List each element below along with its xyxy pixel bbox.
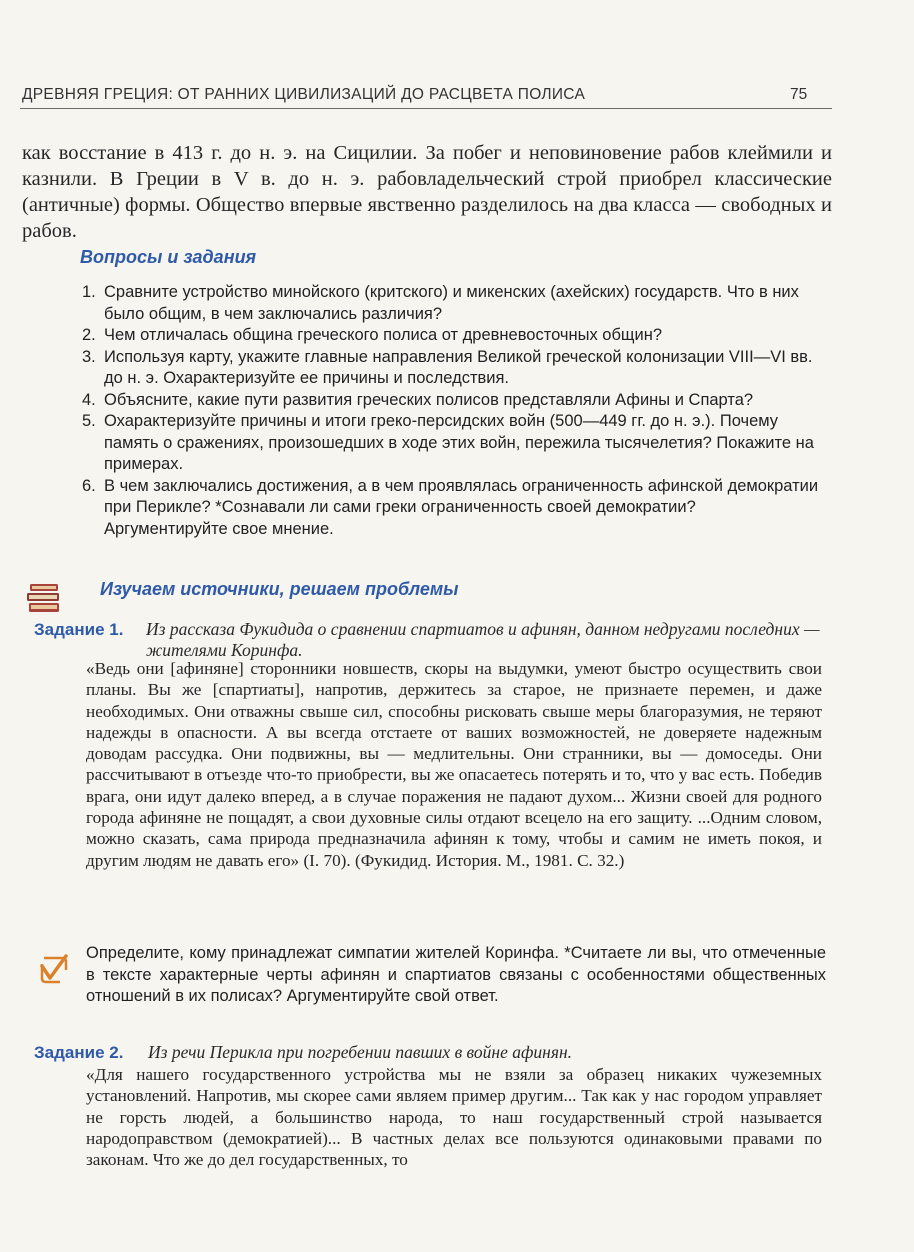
question-text: Объясните, какие пути развития греческих полисов представляли Афины и Спарта? bbox=[104, 390, 754, 409]
task-1-quote: «Ведь они [афиняне] сторонники новшеств, скоры на выдумки, умеют быстро осуществить свои планы. Вы же [спартиаты], напротив, держитесь за старое, не признаете перемен, и даже необходимых. Они отважны свыше сил, способны рисковать свыше меры благоразумия, не теряют надежды в опасности. А вы всегда отстаете от ваших возможностей, не доверяете надежным доводам рассудка. Они подвижны, вы — медлительны. Они странники, вы — домоседы. Они рассчитывают в отъезде что-то приобрести, вы же опасаетесь потерять и то, что у вас есть. Победив врага, они идут далеко вперед, а в случае поражения не падают духом... Жизни своей для родного города афиняне не пощадят, а свои духовные силы отдают всецело на его защиту. ...Одним словом, можно сказать, сама природа предназначила афинян к тому, чтобы и самим не иметь покоя, и другим людям не давать его» (I. 70). (Фукидид. История. М., 1981. С. 32.) bbox=[86, 659, 822, 870]
question-text: Охарактеризуйте причины и итоги греко-персидских войн (500—449 гг. до н. э.). Почему память о сражениях, произошедших в ходе этих войн, пережила тысячелетия? Покажите на примерах. bbox=[104, 412, 814, 473]
task-1-intro: Из рассказа Фукидида о сравнении спартиатов и афинян, данном недругами последних — жителями Коринфа. bbox=[146, 619, 820, 660]
checkmark-icon bbox=[36, 952, 70, 986]
task-2-intro: Из речи Перикла при погребении павших в войне афинян. bbox=[148, 1042, 573, 1062]
question-item bbox=[82, 347, 822, 390]
task-2-label: Задание 2. bbox=[34, 1043, 124, 1062]
question-number: 3. bbox=[82, 347, 96, 366]
questions-list bbox=[82, 282, 822, 540]
question-item bbox=[82, 282, 822, 325]
header-divider bbox=[20, 108, 832, 109]
books-icon bbox=[24, 578, 64, 618]
task-1-label: Задание 1. bbox=[34, 620, 124, 639]
question-number: 2. bbox=[82, 326, 96, 344]
sources-section-title: Изучаем источники, решаем проблемы bbox=[100, 579, 459, 599]
question-number: 5. bbox=[82, 412, 96, 430]
question-number: 6. bbox=[82, 476, 96, 495]
question-item bbox=[82, 325, 822, 347]
question-text: Чем отличалась община греческого полиса от древневосточных общин? bbox=[104, 326, 662, 344]
question-item bbox=[82, 476, 822, 541]
question-number: 1. bbox=[82, 283, 96, 301]
question-number: 4. bbox=[82, 390, 96, 409]
question-item bbox=[82, 390, 822, 412]
question-text: В чем заключались достижения, а в чем проявлялась ограниченность афинской демократии при Перикле? *Сознавали ли сами греки ограниченность своей демократии? Аргументируйте свое мнение. bbox=[104, 476, 819, 538]
question-text: Используя карту, укажите главные направления Великой греческой колонизации VIII—VI вв. до н. э. Охарактеризуйте ее причины и последствия. bbox=[104, 347, 813, 387]
intro-paragraph: как восстание в 413 г. до н. э. на Сицилии. За побег и неповиновение рабов клеймили и казнили. В Греции в V в. до н. э. рабовладельческий строй приобрел классические (античные) формы. Общество впервые явственно разделилось на два класса — свободных и рабов. bbox=[22, 142, 832, 242]
questions-section-title: Вопросы и задания bbox=[80, 247, 257, 267]
question-item bbox=[82, 411, 822, 476]
running-title: ДРЕВНЯЯ ГРЕЦИЯ: ОТ РАННИХ ЦИВИЛИЗАЦИЙ ДО РАСЦВЕТА ПОЛИСА bbox=[22, 86, 586, 103]
task-2-quote: «Для нашего государственного устройства мы не взяли за образец никаких чужеземных установлений. Напротив, мы скорее сами являем пример другим... Так как у нас городом управляет не горсть людей, а большинство народа, то наш государственный строй называется народоправством (демократией)... В частных делах все пользуются одинаковыми правами по законам. Что же до дел государственных, то bbox=[86, 1065, 822, 1170]
page-number: 75 bbox=[790, 86, 808, 103]
question-text: Сравните устройство минойского (критского) и микенских (ахейских) государств. Что в них было общим, в чем заключались различия? bbox=[104, 283, 799, 323]
task-1-assignment: Определите, кому принадлежат симпатии жителей Коринфа. *Считаете ли вы, что отмеченные в тексте характерные черты афинян и спартиатов связаны с особенностями общественных отношений в их полисах? Аргументируйте свой ответ. bbox=[86, 944, 826, 1005]
